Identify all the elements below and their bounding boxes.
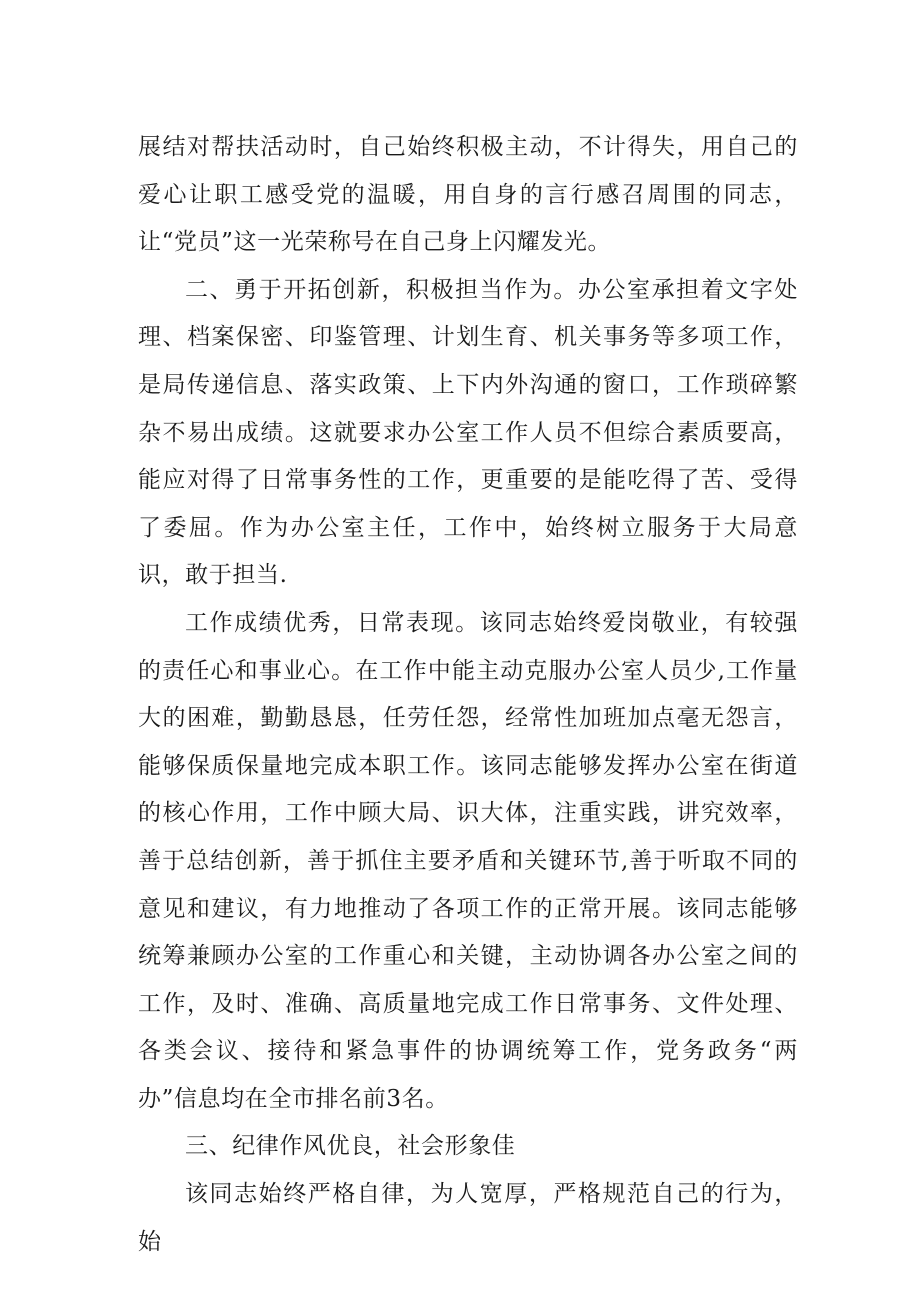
- document-page: [138, 124, 798, 1266]
- heading-section-three: 三、纪律作风优良，社会形象佳: [185, 1133, 516, 1160]
- paragraph-continuation: 展结对帮扶活动时，自己始终积极主动，不计得失，用自己的爱心让职工感受党的温暖，用自身的言行感召周围的同志，让“党员”这一光荣称号在自己身上闪耀发光。: [138, 134, 798, 256]
- paragraph-section-three-body: 该同志始终严格自律，为人宽厚，严格规范自己的行为，始: [138, 1181, 798, 1255]
- paragraph-section-two: 二、勇于开拓创新，积极担当作为。办公室承担着文字处理、档案保密、印鉴管理、计划生育、机关事务等多项工作，是局传递信息、落实政策、上下内外沟通的窗口，工作琐碎繁杂不易出成绩。这就要求办公室工作人员不但综合素质要高，能应对得了日常事务性的工作，更重要的是能吃得了苦、受得了委屈。作为办公室主任，工作中，始终树立服务于大局意识，敢于担当.: [138, 276, 798, 589]
- paragraph-work-performance: 工作成绩优秀，日常表现。该同志始终爱岗敬业，有较强的责任心和事业心。在工作中能主动克服办公室人员少,工作量大的困难，勤勤恳恳，任劳任怨，经常性加班加点毫无怨言，能够保质保量地完成本职工作。该同志能够发挥办公室在街道的核心作用，工作中顾大局、识大体，注重实践，讲究效率，善于总结创新，善于抓住主要矛盾和关键环节,善于听取不同的意见和建议，有力地推动了各项工作的正常开展。该同志能够统筹兼顾办公室的工作重心和关键，主动协调各办公室之间的工作，及时、准确、高质量地完成工作日常事务、文件处理、各类会议、接待和紧急事件的协调统筹工作，党务政务“两办”信息均在全市排名前3名。: [138, 609, 798, 1112]
